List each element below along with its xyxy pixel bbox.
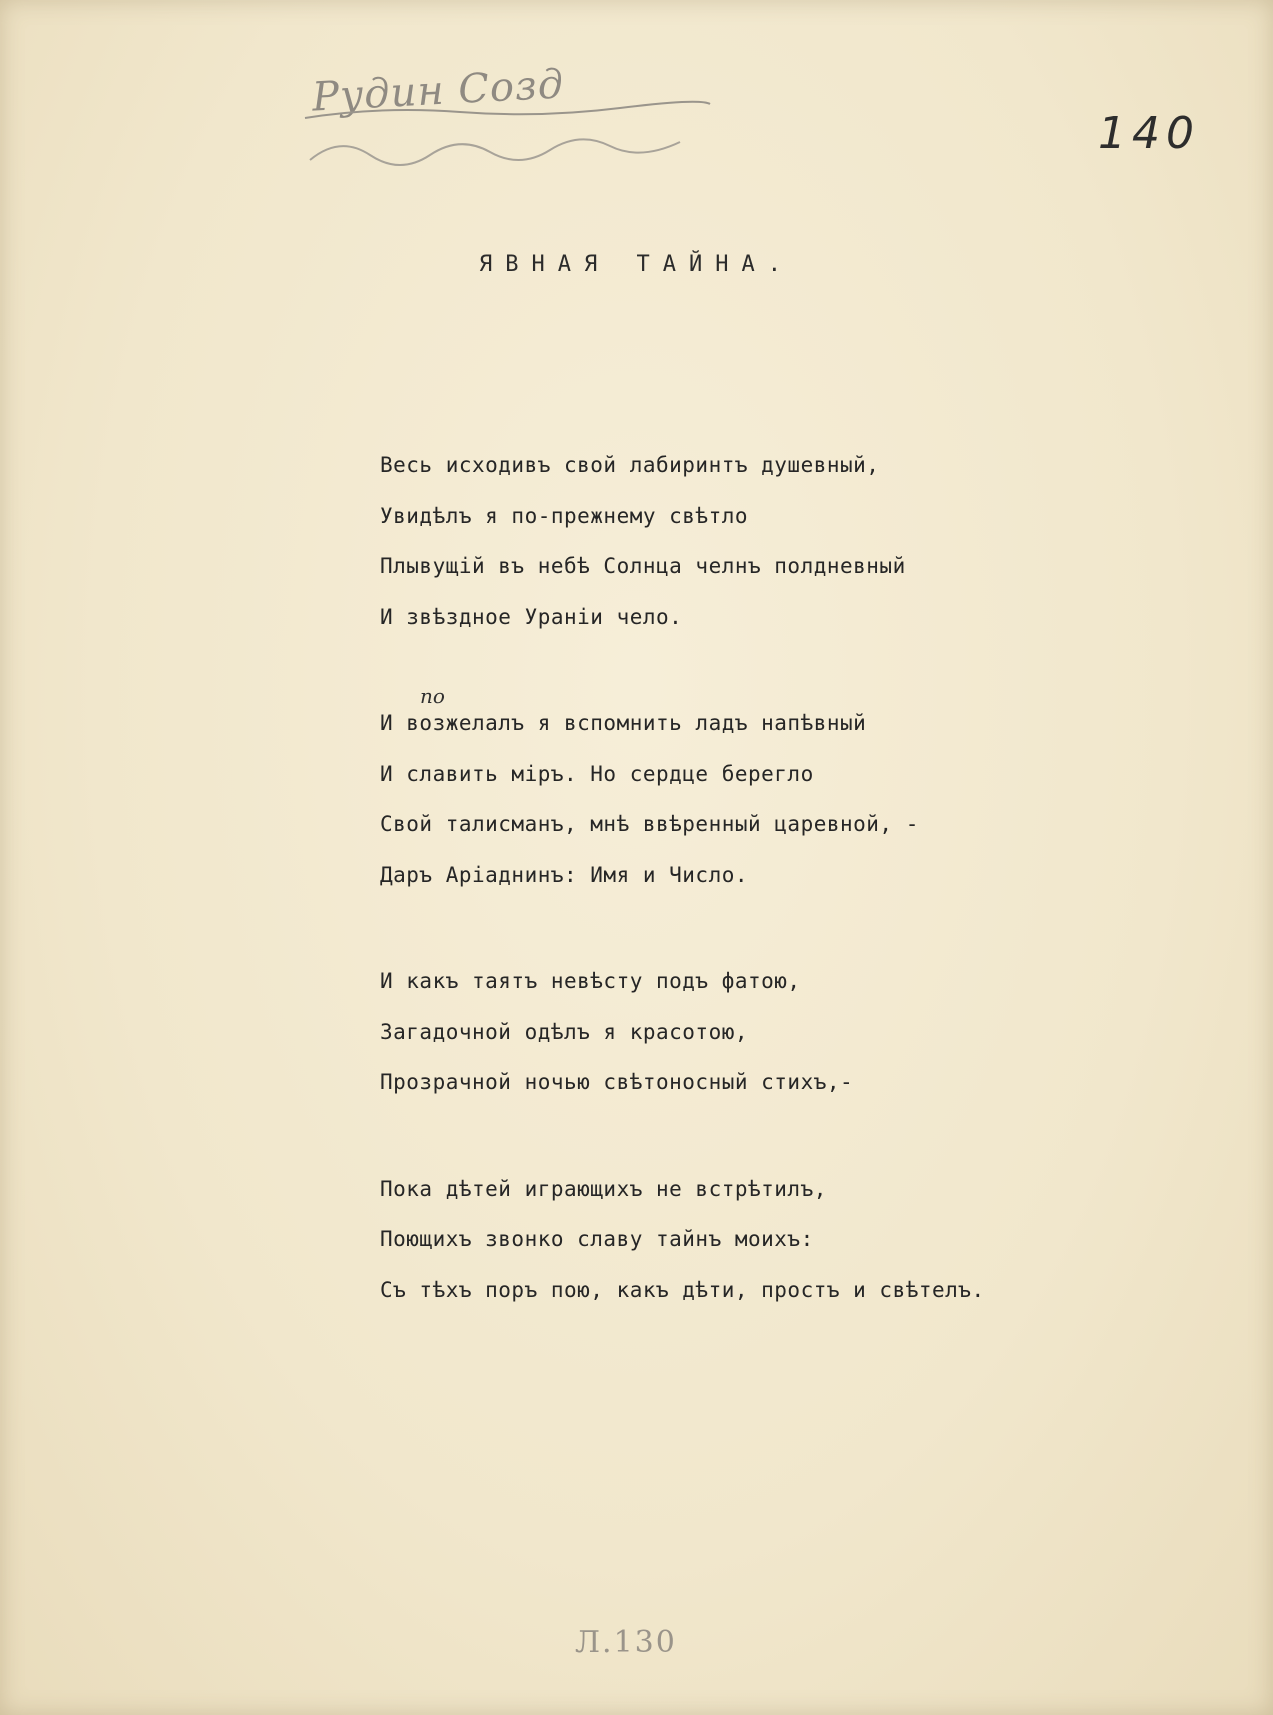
verse-line: Поющихъ звонко славу тайнъ моихъ:: [380, 1227, 814, 1251]
poem-body: [380, 440, 1220, 1315]
poem-title: ЯВНАЯ ТАЙНА.: [479, 252, 794, 277]
verse-line: Плывущій въ небѣ Солнца челнъ полдневный: [380, 554, 906, 578]
stanza-3: [380, 956, 1220, 1108]
verse-line: Загадочной одѣлъ я красотою,: [380, 1019, 749, 1044]
verse-line: Даръ Аріаднинъ: Имя и Число.: [380, 862, 749, 887]
verse-line: И славить міръ. Но сердце берегло: [380, 761, 814, 786]
stanza-4: [380, 1164, 1220, 1316]
stanza-2: [380, 698, 1220, 900]
verse-line: Увидѣлъ я по-прежнему свѣтло: [380, 503, 749, 528]
verse-line: Съ тѣхъ поръ пою, какъ дѣти, простъ и свѣтелъ.: [380, 1277, 985, 1302]
verse-line: Прозрачной ночью свѣтоносный стихъ,-: [380, 1070, 854, 1094]
correction-text: по: [420, 684, 445, 708]
page-number: 140: [1098, 108, 1200, 159]
archive-folio-number: Л.130: [575, 1625, 677, 1660]
verse-line: И возжелалъ я вспомнить ладъ напѣвный: [380, 711, 867, 735]
stanza-1: [380, 440, 1220, 642]
verse-line: И какъ таятъ невѣсту подъ фатою,: [380, 969, 801, 993]
pencil-annotation: Рудин Созд: [310, 61, 566, 121]
verse-line: И звѣздное Ураніи чело.: [380, 604, 683, 629]
verse-line: Пока дѣтей играющихъ не встрѣтилъ,: [380, 1176, 827, 1201]
verse-line: Свой талисманъ, мнѣ ввѣренный царевной, -: [380, 812, 919, 836]
pencil-squiggle: [300, 120, 720, 180]
verse-line: Весь исходивъ свой лабиринтъ душевный,: [380, 453, 880, 477]
